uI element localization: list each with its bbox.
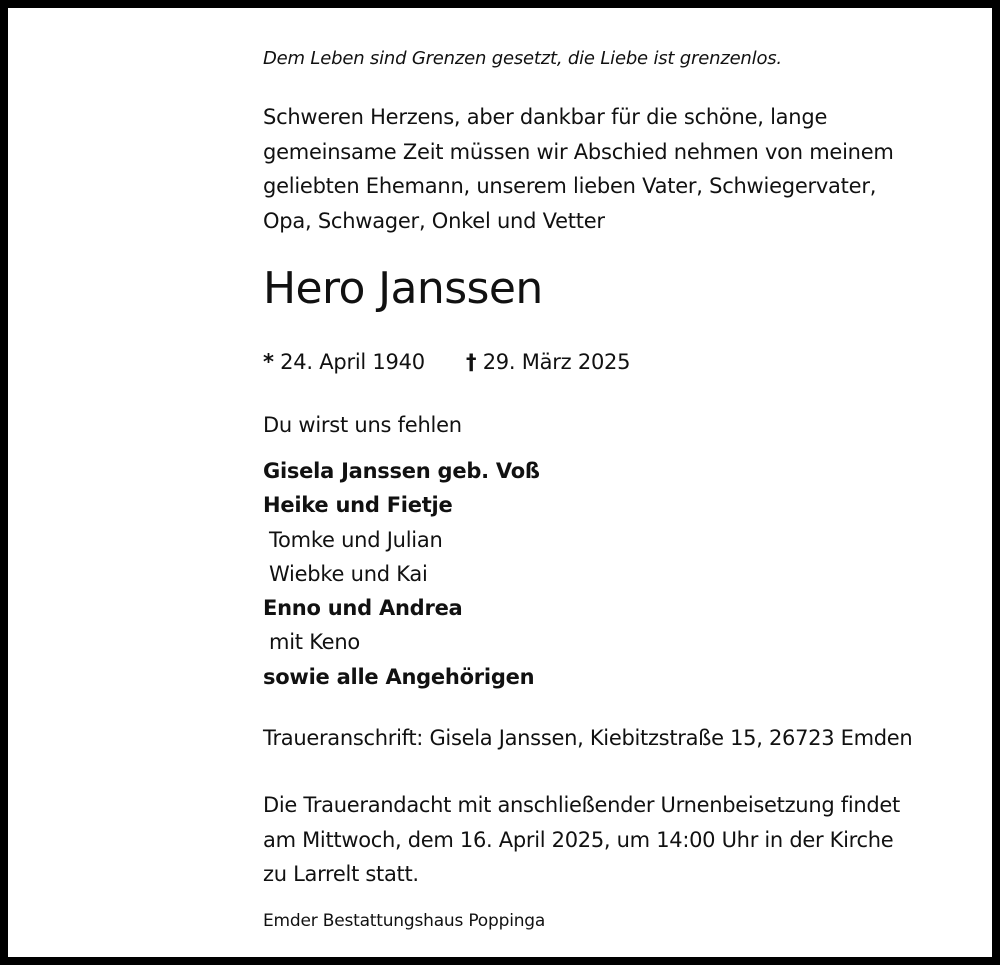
intro-line: geliebten Ehemann, unserem lieben Vater, Schwiegervater, [263, 174, 877, 198]
death-date-group [466, 350, 630, 374]
intro-line: Opa, Schwager, Onkel und Vetter [263, 208, 605, 233]
family-member: sowie alle Angehörigen [263, 664, 535, 689]
death-cross-icon: † [466, 350, 477, 374]
service-line: zu Larrelt statt. [263, 862, 419, 886]
service-line: am Mittwoch, dem 16. April 2025, um 14:00 Uhr in der Kirche [263, 827, 894, 852]
family-member: Tomke und Julian [269, 527, 443, 552]
intro-line: Schweren Herzens, aber dankbar für die schöne, lange [263, 105, 828, 129]
family-member: Gisela Janssen geb. Voß [263, 459, 540, 483]
death-date: 29. März 2025 [482, 350, 631, 374]
service-line: Die Trauerandacht mit anschließender Urnenbeisetzung findet [263, 793, 900, 817]
service-paragraph [263, 788, 900, 892]
intro-paragraph [263, 100, 894, 238]
motto-text: Dem Leben sind Grenzen gesetzt, die Liebe ist grenzenlos. [263, 48, 782, 69]
family-member: Enno und Andrea [263, 596, 463, 621]
birth-star-icon: * [263, 350, 274, 374]
farewell-text: Du wirst uns fehlen [263, 413, 462, 437]
family-member: Wiebke und Kai [269, 561, 428, 586]
mourning-address: Traueranschrift: Gisela Janssen, Kiebitzstraße 15, 26723 Emden [263, 726, 913, 750]
birth-date-group [263, 350, 425, 374]
family-list [263, 454, 540, 694]
family-member: Heike und Fietje [263, 493, 453, 518]
funeral-home: Emder Bestattungshaus Poppinga [263, 911, 546, 931]
deceased-name: Hero Janssen [263, 263, 543, 314]
life-dates [263, 350, 631, 374]
intro-line: gemeinsame Zeit müssen wir Abschied nehmen von meinem [263, 139, 894, 164]
birth-date: 24. April 1940 [280, 350, 425, 374]
family-member: mit Keno [269, 630, 361, 655]
